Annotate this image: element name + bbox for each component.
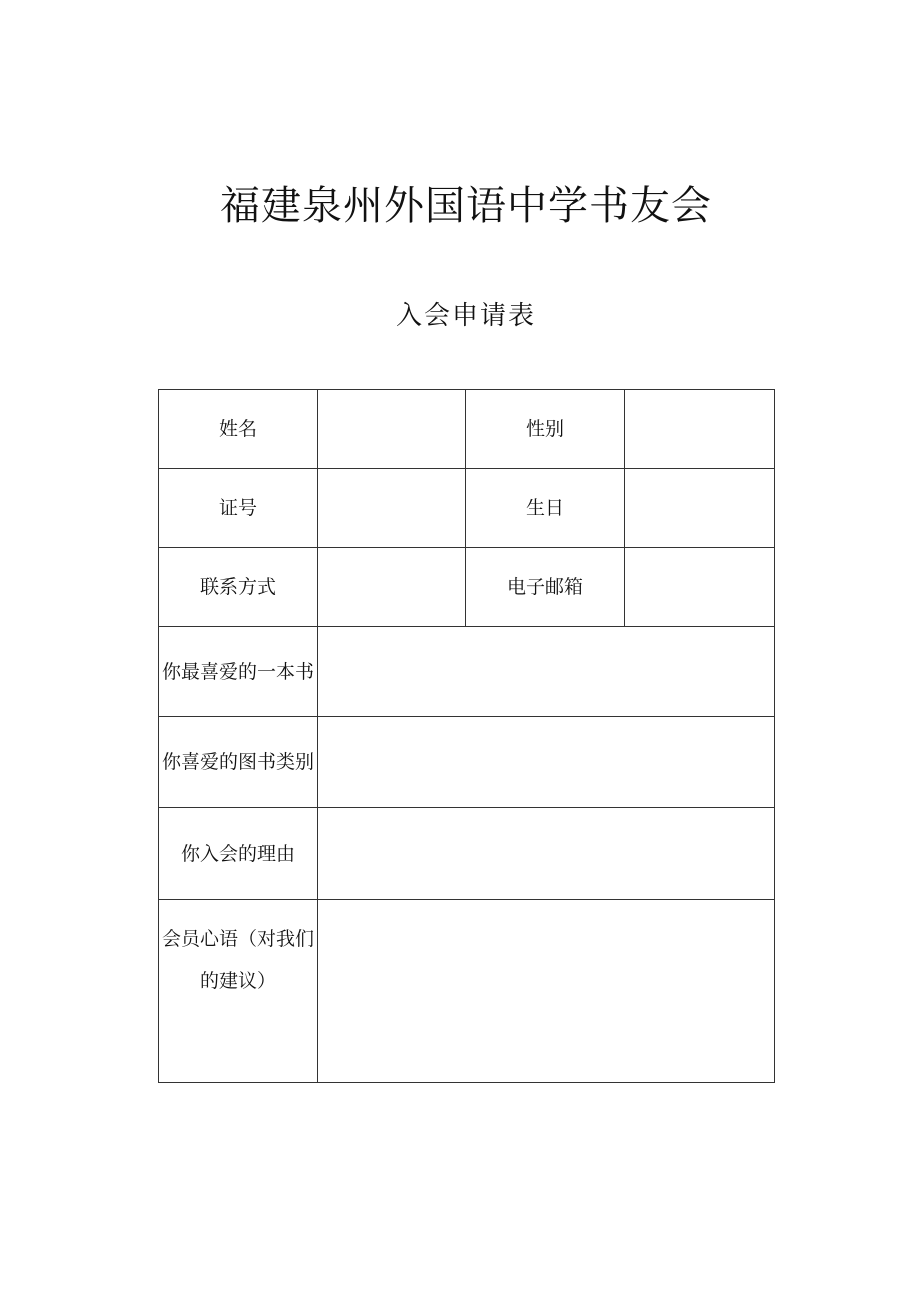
name-field[interactable] (318, 390, 466, 469)
application-form-table (158, 389, 775, 1083)
reason-field[interactable] (318, 808, 775, 900)
favorite-book-label: 你最喜爱的一本书 (159, 627, 318, 717)
form-row-member-message (159, 900, 775, 1083)
birthday-field[interactable] (625, 469, 775, 548)
contact-field[interactable] (318, 548, 466, 627)
form-row-favorite-book (159, 627, 775, 717)
email-field[interactable] (625, 548, 775, 627)
form-row-name-gender (159, 390, 775, 469)
favorite-book-field[interactable] (318, 627, 775, 717)
form-title: 福建泉州外国语中学书友会 (220, 183, 712, 229)
gender-field[interactable] (625, 390, 775, 469)
gender-label: 性别 (466, 390, 625, 469)
contact-label: 联系方式 (159, 548, 318, 627)
form-subtitle: 入会申请表 (395, 301, 536, 331)
favorite-genre-label: 你喜爱的图书类别 (159, 717, 318, 808)
member-message-label: 会员心语（对我们的建议） (159, 900, 318, 1083)
id-label: 证号 (159, 469, 318, 548)
form-row-favorite-genre (159, 717, 775, 808)
reason-label: 你入会的理由 (159, 808, 318, 900)
birthday-label: 生日 (466, 469, 625, 548)
form-row-reason (159, 808, 775, 900)
name-label: 姓名 (159, 390, 318, 469)
member-message-field[interactable] (318, 900, 775, 1083)
form-row-contact-email (159, 548, 775, 627)
form-row-id-birthday (159, 469, 775, 548)
favorite-genre-field[interactable] (318, 717, 775, 808)
email-label: 电子邮箱 (466, 548, 625, 627)
id-field[interactable] (318, 469, 466, 548)
